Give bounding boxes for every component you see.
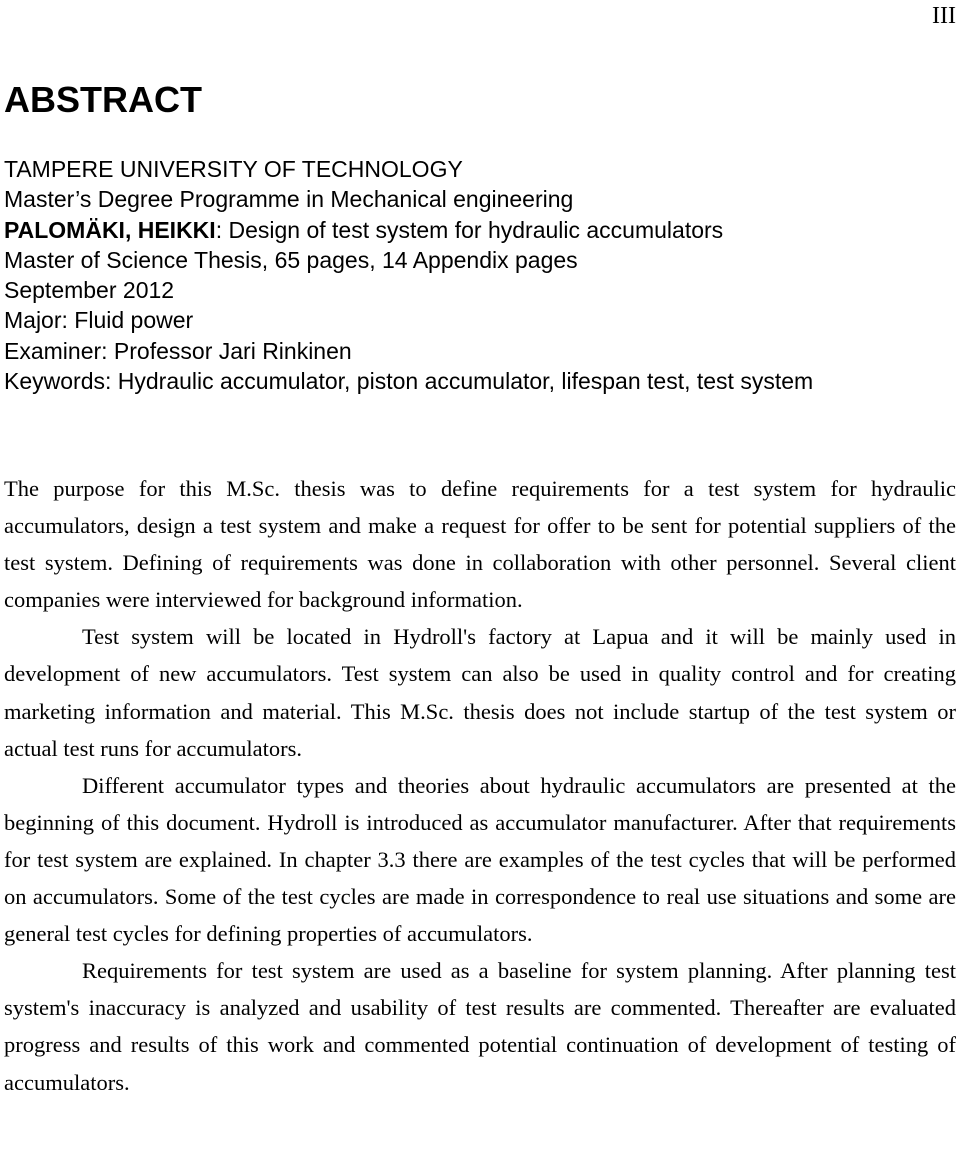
thesis-info: Master of Science Thesis, 65 pages, 14 Appendix pages xyxy=(4,246,578,273)
abstract-paragraph: Requirements for test system are used as a baseline for system planning. After planning test system's inaccuracy is analyzed and usability of test results are commented. Thereafter are evaluated progress and results of this work and commented potential continuation of development of testing of accumulators. xyxy=(4,958,956,1095)
abstract-paragraph: The purpose for this M.Sc. thesis was to define requirements for a test system for hydraulic accumulators, design a test system and make a request for offer to be sent for potential suppliers of the test system. Defining of requirements was done in collaboration with other personnel. Several client companies were interviewed for background information. xyxy=(4,476,956,613)
thesis-examiner: Examiner: Professor Jari Rinkinen xyxy=(4,337,352,364)
degree-programme: Master’s Degree Programme in Mechanical engineering xyxy=(4,186,574,213)
abstract-title: ABSTRACT xyxy=(4,79,202,120)
thesis-metadata xyxy=(4,154,954,396)
abstract-paragraph: Different accumulator types and theories about hydraulic accumulators are presented at the beginning of this document. Hydroll is introduced as accumulator manufacturer. After that requirements for test system are explained. In chapter 3.3 there are examples of the test cycles that will be performed on accumulators. Some of the test cycles are made in correspondence to real use situations and some are general test cycles for defining properties of accumulators. xyxy=(4,772,956,947)
thesis-title: : Design of test system for hydraulic accumulators xyxy=(215,216,724,243)
thesis-date: September 2012 xyxy=(4,277,175,304)
page-number: III xyxy=(932,3,956,29)
abstract-paragraph: Test system will be located in Hydroll's factory at Lapua and it will be mainly used in development of new accumulators. Test system can also be used in quality control and for creating marketing information and material. This M.Sc. thesis does not include startup of the test system or actual test runs for accumulators. xyxy=(4,624,956,761)
university-name: TAMPERE UNIVERSITY OF TECHNOLOGY xyxy=(4,156,463,182)
thesis-major: Major: Fluid power xyxy=(4,307,194,334)
abstract-body xyxy=(4,470,956,1101)
author-name: PALOMÄKI, HEIKKI xyxy=(4,216,216,243)
thesis-keywords: Keywords: Hydraulic accumulator, piston accumulator, lifespan test, test system xyxy=(4,368,814,395)
author-title-line xyxy=(4,215,954,245)
